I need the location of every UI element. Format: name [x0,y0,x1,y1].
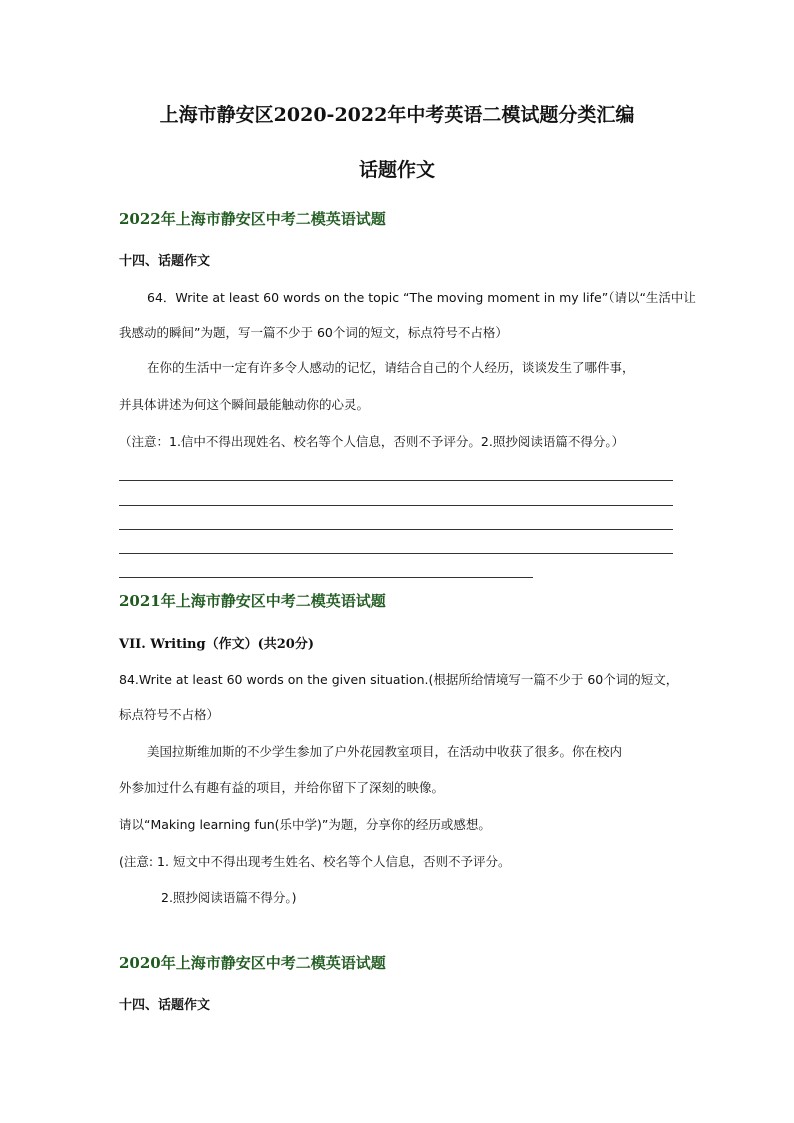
note-line-2: 2.照抄阅读语篇不得分。) [161,890,297,905]
section-heading-2022: 2022年上海市静安区中考二模英语试题 [119,210,386,228]
question-line-2: 我感动的瞬间”为题，写一篇不少于 60个词的短文，标点符号不占格） [119,325,508,340]
answer-line [119,553,673,554]
description-line-1: 美国拉斯维加斯的不少学生参加了户外花园教室项目，在活动中收获了很多。你在校内 [147,744,623,759]
question-line-1: 64．Write at least 60 words on the topic “The moving moment in my life”（请以“生活中让 [147,290,696,305]
part-label-2020: 十四、话题作文 [119,998,211,1013]
note-line-1: (注意: 1. 短文中不得出现考生姓名、校名等个人信息，否则不予评分。 [119,854,511,869]
prompt-line: 请以“Making learning fun(乐中学)”为题，分享你的经历或感想。 [119,817,491,832]
note: （注意：1.信中不得出现姓名、校名等个人信息，否则不予评分。2.照抄阅读语篇不得分。） [119,434,625,449]
description-line-2: 并具体讲述为何这个瞬间最能触动你的心灵。 [119,397,370,412]
answer-line [119,529,673,530]
answer-line [119,480,673,481]
page-subtitle: 话题作文 [358,159,435,181]
section-heading-2020: 2020年上海市静安区中考二模英语试题 [119,954,386,972]
question-line-1: 84.Write at least 60 words on the given situation.(根据所给情境写一篇不少于 60个词的短文， [119,672,679,687]
part-label-2022: 十四、话题作文 [119,254,211,269]
answer-line [119,505,673,506]
description-line-2: 外参加过什么有趣有益的项目，并给你留下了深刻的映像。 [119,780,445,795]
section-heading-2021: 2021年上海市静安区中考二模英语试题 [119,592,386,610]
part-label-2021: VII. Writing（作文）(共20分) [119,637,314,652]
description-line-1: 在你的生活中一定有许多令人感动的记忆，请结合自己的个人经历，谈谈发生了哪件事， [147,360,635,375]
answer-line [119,577,533,578]
question-line-2: 标点符号不占格） [119,707,220,722]
page-title: 上海市静安区2020-2022年中考英语二模试题分类汇编 [159,104,635,126]
